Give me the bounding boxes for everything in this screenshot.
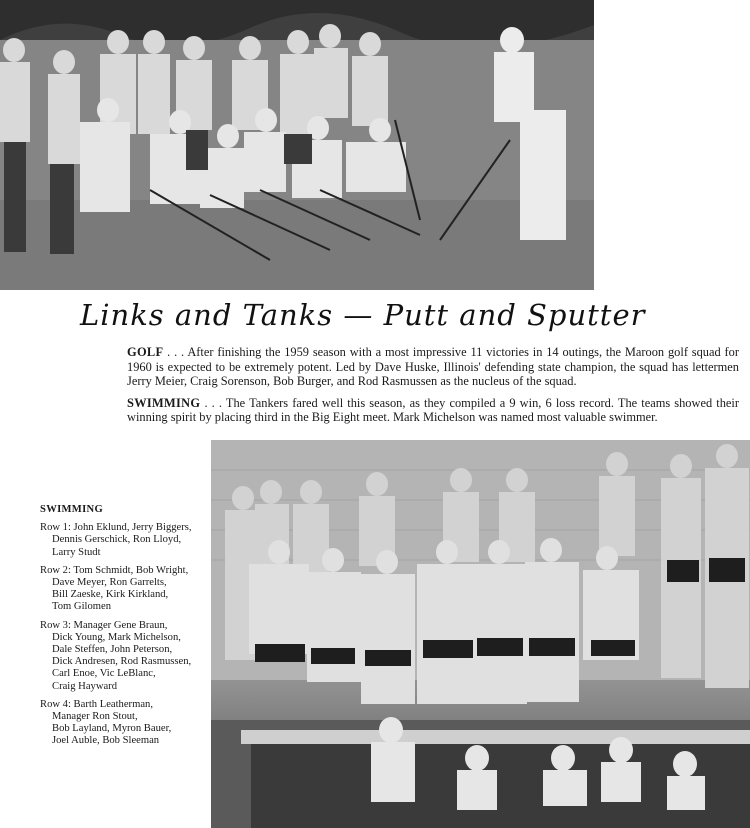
roster-line: Row 1: John Eklund, Jerry Biggers,: [40, 522, 192, 534]
swimming-paragraph: [127, 396, 739, 425]
roster-line: Joel Auble, Bob Sleeman: [52, 735, 160, 747]
roster-line: Dennis Gerschick, Ron Lloyd,: [52, 534, 182, 546]
roster-line: Dale Steffen, John Peterson,: [52, 644, 173, 656]
roster-line: Larry Studt: [52, 546, 101, 558]
swimming-text: . . . The Tankers fared well this season, as they compiled a 9 win, 6 loss record. The teams showed their winning spirit by placing third in the Big Eight meet. Mark Michelson was named most valuable swimmer.: [127, 395, 739, 425]
roster-row-2: [40, 565, 210, 614]
golf-photo-illustration: [0, 0, 594, 290]
golf-team-photo: [0, 0, 594, 290]
swimming-photo-illustration: [211, 440, 750, 828]
roster-heading: SWIMMING: [40, 504, 104, 515]
roster-line: Carl Enoe, Vic LeBlanc,: [52, 668, 156, 680]
roster-row-3: [40, 620, 210, 693]
roster-line: Row 2: Tom Schmidt, Bob Wright,: [40, 564, 189, 576]
swimming-team-photo: [211, 440, 750, 828]
roster-line: Row 3: Manager Gene Braun,: [40, 619, 168, 631]
golf-paragraph: [127, 345, 739, 389]
page-headline: Links and Tanks — Putt and Sputter: [80, 298, 646, 332]
roster-line: Dick Young, Mark Michelson,: [52, 631, 181, 643]
roster-line: Bill Zaeske, Kirk Kirkland,: [52, 589, 169, 601]
roster-line: Row 4: Barth Leatherman,: [40, 698, 153, 710]
roster-line: Tom Gilomen: [52, 601, 111, 613]
roster-line: Dave Meyer, Ron Garrelts,: [52, 577, 167, 589]
swimming-roster: [40, 504, 210, 754]
roster-line: Dick Andresen, Rod Rasmussen,: [52, 656, 192, 668]
golf-text: . . . After finishing the 1959 season with a most impressive 11 victories in 14 outings, the Maroon golf squad for 1960 is expected to be extremely potent. Led by Dave Huske, Illinois' defending state champion, the squad has lettermen Jerry Meier, Craig Sorenson, Bob Burger, and Rod Rasmussen as the nucleus of the squad.: [127, 345, 739, 389]
roster-line: Craig Hayward: [52, 680, 118, 692]
roster-row-4: [40, 699, 210, 748]
golf-lead: GOLF: [127, 345, 164, 359]
roster-row-1: [40, 522, 210, 559]
intro-text: [127, 345, 739, 432]
roster-line: Manager Ron Stout,: [52, 711, 138, 723]
swimming-lead: SWIMMING: [127, 395, 201, 410]
roster-line: Bob Layland, Myron Bauer,: [52, 723, 172, 735]
